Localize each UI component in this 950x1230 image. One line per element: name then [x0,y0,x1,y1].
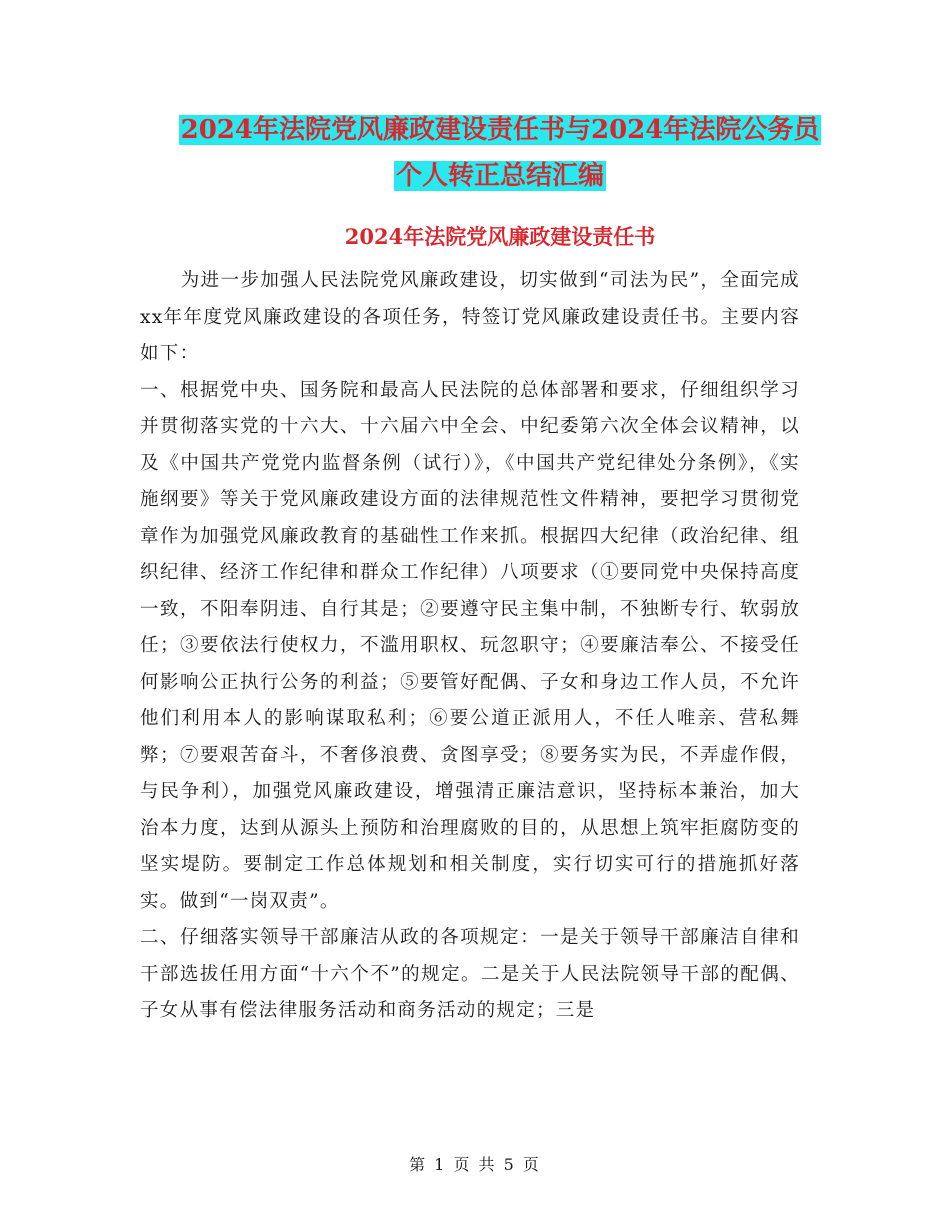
document-body [140,263,800,1030]
paragraph-one: 一、根据党中央、国务院和最高人民法院的总体部署和要求，仔细组织学习并贯彻落实党的十六大、十六届六中全会、中纪委第六次全体会议精神，以及《中国共产党党内监督条例（试行）》，《中国共产党纪律处分条例》，《实施纲要》等关于党风廉政建设方面的法律规范性文件精神，要把学习贯彻党章作为加强党风廉政教育的基础性工作来抓。根据四大纪律（政治纪律、组织纪律、经济工作纪律和群众工作纪律）八项要求（①要同党中央保持高度一致，不阳奉阴违、自行其是；②要遵守民主集中制，不独断专行、软弱放任；③要依法行使权力，不滥用职权、玩忽职守；④要廉洁奉公、不接受任何影响公正执行公务的利益；⑤要管好配偶、子女和身边工作人员，不允许他们利用本人的影响谋取私利；⑥要公道正派用人，不任人唯亲、营私舞弊；⑦要艰苦奋斗，不奢侈浪费、贪图享受；⑧要务实为民，不弄虚作假，与民争利），加强党风廉政建设，增强清正廉洁意识，坚持标本兼治，加大治本力度，达到从源头上预防和治理腐败的目的，从思想上筑牢拒腐防变的坚实堤防。要制定工作总体规划和相关制度，实行切实可行的措施抓好落实。做到“一岗双责”。 [140,379,800,912]
section-title: 2024年法院党风廉政建设责任书 [344,224,656,249]
page-footer: 第 1 页 共 5 页 [409,1155,541,1174]
paragraph-intro: 为进一步加强人民法院党风廉政建设，切实做到“司法为民”，全面完成xx年年度党风廉政建设的各项任务，特签订党风廉政建设责任书。主要内容如下： [140,270,800,364]
title-line-1: 2024年法院党风廉政建设责任书与2024年法院公务员 [180,115,820,145]
title-line-2: 个人转正总结汇编 [395,161,604,191]
paragraph-two: 二、仔细落实领导干部廉洁从政的各项规定：一是关于领导干部廉洁自律和干部选拔任用方面“十六个不”的规定。二是关于人民法院领导干部的配偶、子女从事有偿法律服务活动和商务活动的规定；三是 [140,927,800,1021]
